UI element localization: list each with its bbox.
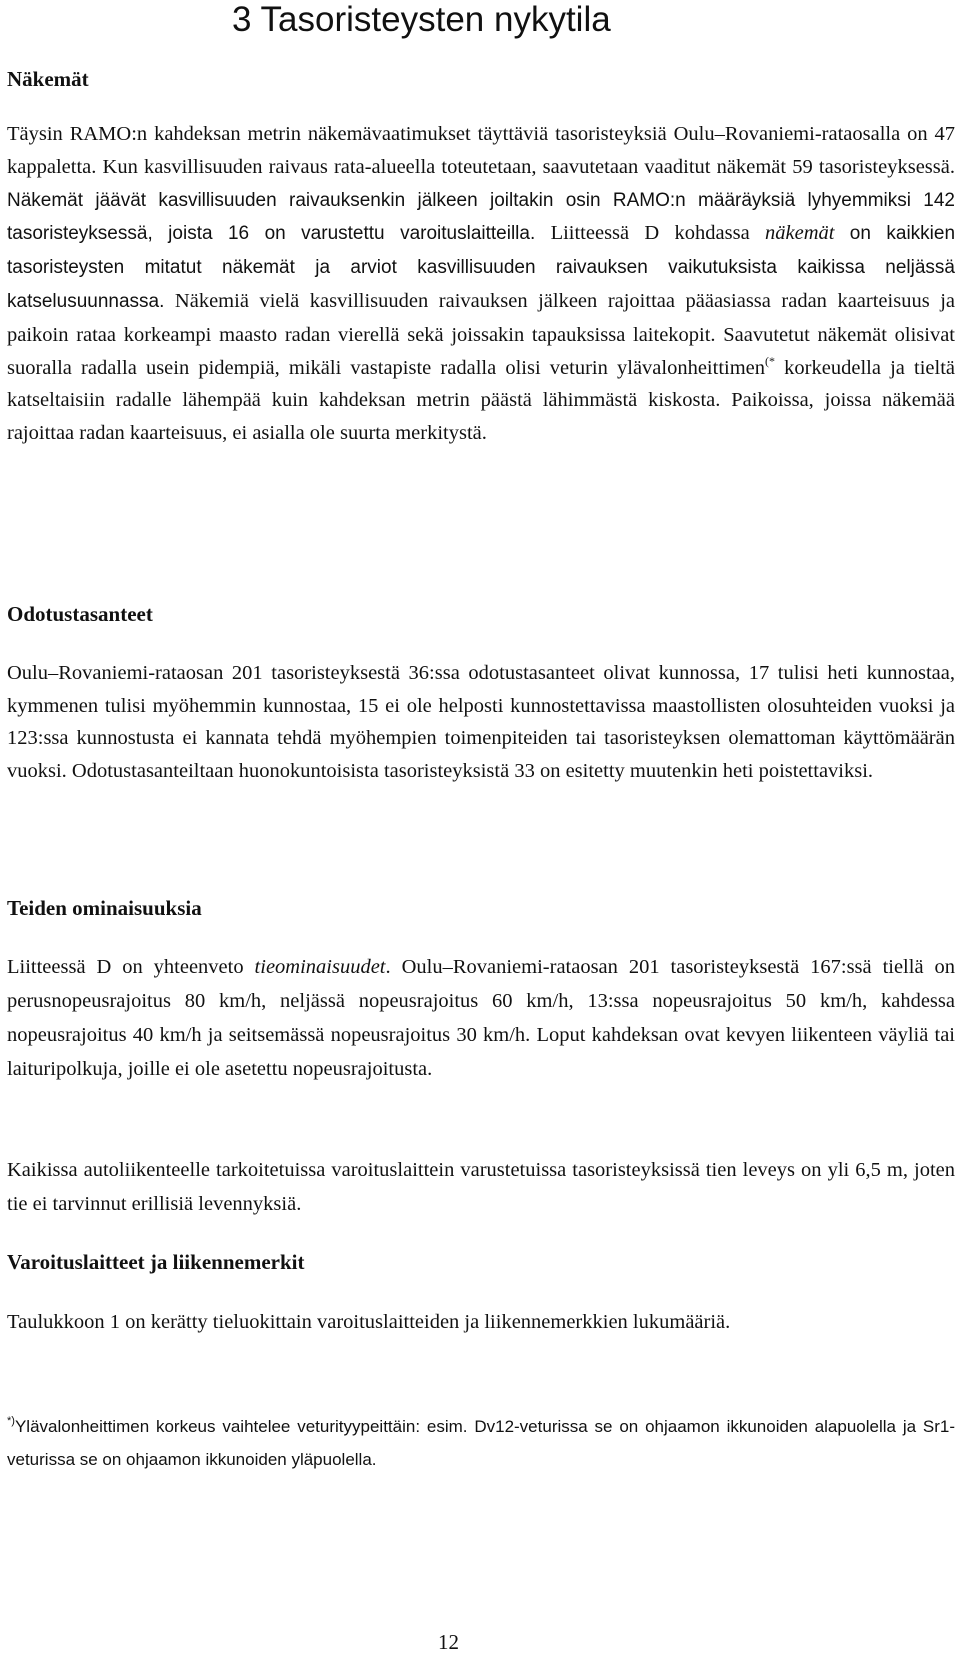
paragraph-text: Liitteessä D on yhteenveto <box>7 956 244 978</box>
footnote-marker: *) <box>7 1415 15 1427</box>
paragraph-text: korkeudella ja tieltä katseltaisiin radalle lähempää kuin kahdeksan metrin päästä lähimmästä kiskosta. <box>7 356 955 412</box>
paragraph-text: Saavutetut näkemät olisivat suoralla radalla usein pidempiä, mikäli vastapiste radalla olisi veturin ylävalonheittimen <box>7 323 955 379</box>
paragraph-text: Paikoissa, joissa näkemää rajoittaa radan kaarteisuus, ei asialla ole suurta merkitystä. <box>7 389 956 445</box>
italic-reference: näkemät <box>765 222 835 245</box>
paragraph-teiden-ominaisuuksia <box>7 950 955 1086</box>
italic-reference: tieominaisuudet <box>254 956 386 978</box>
paragraph-text: Näkemät jäävät kasvillisuuden raivauksenkin jälkeen joiltakin osin RAMO:n määräyksiä lyhyemmiksi 142 tasoristeyksessä, joista 16 on varustettu varoituslaitteilla. <box>7 189 955 245</box>
paragraph-varoituslaite-tiet: Kaikissa autoliikenteelle tarkoitetuissa varoituslaittein varustetuissa tasoristeyksissä tien leveys on yli 6,5 m, joten tie ei tarvinnut erillisiä levennyksiä. <box>7 1159 955 1215</box>
paragraph-nakemat <box>7 118 955 450</box>
paragraph-text: Liitteessä D kohdassa <box>550 222 750 245</box>
paragraph-text: Täysin RAMO:n kahdeksan metrin näkemävaatimukset täyttäviä tasoristeyksiä Oulu–Rovaniemi-rataosalla on 47 kappaletta. Kun kasvillisuuden raivaus rata-alueella toteutetaan, saavutetaan vaaditut näkemät 59 tasoristeyksessä. <box>7 123 955 178</box>
footnote-marker: (* <box>765 353 776 368</box>
chapter-title: 3 Tasoristeysten nykytila <box>232 0 611 39</box>
paragraph-odotustasanteet: Oulu–Rovaniemi-rataosan 201 tasoristeyksestä 36:ssa odotustasanteet olivat kunnossa, 17 tulisi heti kunnostaa, kymmenen tulisi myöhemmin kunnostaa, 15 ei ole helposti kunnostettavissa maastollisten olosuhteiden vuoksi ja 123:ssa kunnostusta ei kannata tehdä myöhempien toimenpiteiden tai tasoristeyksen olemattoman käyttömäärän vuoksi. Odotustasanteiltaan huonokuntoisista tasoristeyksistä 33 on esitetty muutenkin heti poistettaviksi. <box>7 662 955 782</box>
paragraph-text: Näkemiä vielä kasvillisuuden raivauksen jälkeen rajoittaa pääasiassa radan kaarteisuus ja paikoin rataa korkeampi maasto radan vierellä sekä joissakin tapauksissa laitekopit. <box>7 289 955 346</box>
section-heading-odotustasanteet: Odotustasanteet <box>7 602 153 626</box>
footnote-text: Ylävalonheittimen korkeus vaihtelee veturityypeittäin: esim. Dv12-veturissa se on ohjaamon ikkunoiden alapuolella ja Sr1-veturissa se on ohjaamon ikkunoiden yläpuolella. <box>7 1417 955 1469</box>
page-number: 12 <box>438 1630 459 1654</box>
paragraph-text: . Oulu–Rovaniemi-rataosan 201 tasoristeyksestä 167:ssä tiellä on perusnopeusrajoitus 80 km/h, neljässä nopeusrajoitus 60 km/h, 13:ssa nopeusrajoitus 50 km/h, kahdessa nopeusrajoitus 40 km/h ja seitsemässä nopeusrajoitus 30 km/h. Loput kahdeksan ovat kevyen liikenteen väyliä tai laituripolkuja, joille ei ole asetettu nopeusrajoitusta. <box>7 956 955 1080</box>
paragraph-varoituslaitteet: Taulukkoon 1 on kerätty tieluokittain varoituslaitteiden ja liikennemerkkien lukumääriä. <box>7 1311 731 1333</box>
footnote <box>7 1410 955 1476</box>
section-heading-varoituslaitteet: Varoituslaitteet ja liikennemerkit <box>7 1250 305 1274</box>
paragraph-text: on kaikkien tasoristeysten mitatut näkemät ja arviot kasvillisuuden raivauksen vaikutuksista kaikissa neljässä katselusuunnassa. <box>7 223 956 312</box>
section-heading-teiden-ominaisuuksia: Teiden ominaisuuksia <box>7 896 202 920</box>
section-heading-nakemat: Näkemät <box>7 67 89 91</box>
